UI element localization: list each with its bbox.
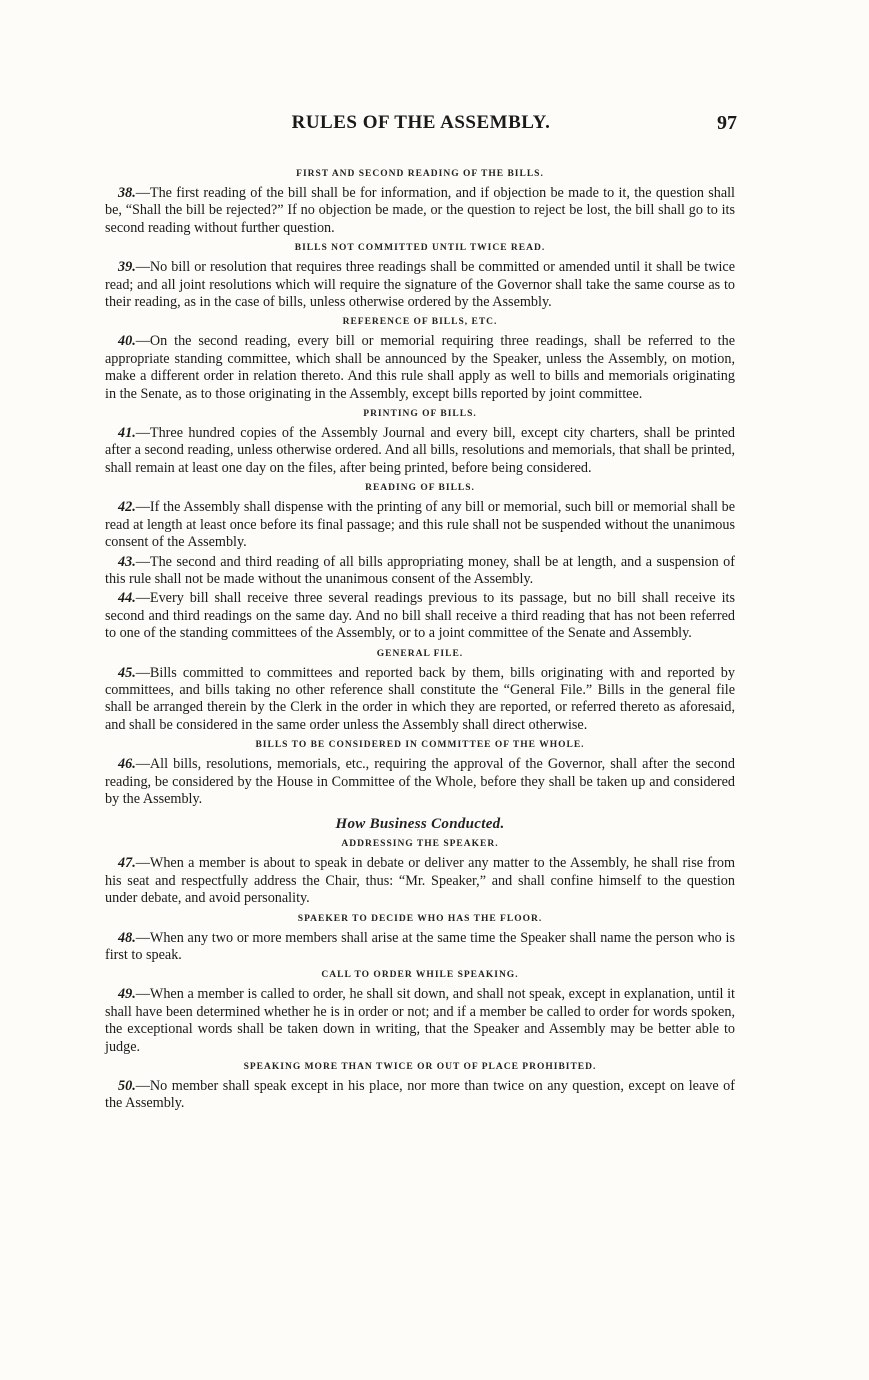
rule-paragraph [105, 425, 735, 477]
rule-paragraph [105, 554, 735, 589]
rule-text: —Three hundred copies of the Assembly Journal and every bill, except city charters, shall be printed after a second reading, unless otherwise ordered. And all bills, resolutions and memorials, that shall be printed, shall remain at least one day on the files, after being printed, before being considered. [105, 425, 735, 476]
section-heading: BILLS NOT COMMITTED UNTIL TWICE READ. [294, 243, 546, 254]
rule-text: —On the second reading, every bill or memorial requiring three readings, shall be referred to the appropriate standing committee, which shall be announced by the Speaker, unless the Assembly, on motion, make a different order in relation thereto. And this rule shall apply as well to bills and memorials originating in the Senate, as to those originating in the Assembly, except bills reported by joint committee. [105, 333, 735, 402]
section-heading: SPEAKING MORE THAN TWICE OR OUT OF PLACE PROHIBITED. [243, 1062, 597, 1073]
rule-text: —The second and third reading of all bills appropriating money, shall be at length, and a suspension of this rule shall not be made without the unanimous consent of the Assembly. [105, 553, 735, 587]
rule-number: 44. [118, 590, 136, 607]
rule-paragraph [105, 986, 735, 1056]
section-heading: REFERENCE OF BILLS, ETC. [342, 317, 498, 328]
rule-paragraph [105, 333, 735, 403]
part-heading: How Business Conducted. [335, 816, 505, 833]
section-heading: ADDRESSING THE SPEAKER. [341, 839, 499, 850]
rule-number: 39. [118, 259, 136, 276]
rule-paragraph [105, 756, 735, 808]
rule-number: 46. [118, 756, 136, 773]
page-number: 97 [717, 112, 737, 134]
section-heading: CALL TO ORDER WHILE SPEAKING. [321, 970, 519, 981]
rule-number: 41. [118, 425, 136, 442]
rule-text: —No member shall speak except in his place, nor more than twice on any question, except on leave of the Assembly. [105, 1078, 735, 1112]
rule-text: —When any two or more members shall arise at the same time the Speaker shall name the person who is first to speak. [105, 929, 735, 963]
rule-number: 40. [118, 333, 136, 350]
rule-paragraph [105, 185, 735, 237]
section-heading: PRINTING OF BILLS. [363, 409, 477, 420]
rule-text: —Every bill shall receive three several readings previous to its passage, but no bill shall receive its second and third readings on the same day. And no bill shall receive a third reading that has not been referred to one of the standing committees of the Assembly, or to a joint committee of the Senate and Assembly. [105, 590, 735, 642]
rule-text: —Bills committed to committees and reported back by them, bills originating with and reported by committees, and bills taking no other reference shall constitute the “General File.” Bills in the general file shall be arranged therein by the Clerk in the order in which they are reported, or referred thereto as aforesaid, and shall be considered in the same order unless the Assembly shall direct otherwise. [105, 664, 735, 733]
section-heading: GENERAL FILE. [376, 648, 464, 659]
rule-number: 38. [118, 185, 136, 201]
section-heading: READING OF BILLS. [365, 483, 475, 494]
rule-number: 43. [118, 553, 136, 570]
rule-text: —The first reading of the bill shall be for information, and if objection be made to it, the question shall be, “Shall the bill be rejected?” If no objection be made, or the question to reject be lost, the bill shall go to its second reading without further question. [105, 185, 735, 236]
rule-number: 47. [118, 855, 136, 872]
rule-text: —If the Assembly shall dispense with the printing of any bill or memorial, such bill or memorial shall be read at length at least once before its final passage; and this rule shall not be suspended without the unanimous consent of the Assembly. [105, 499, 735, 551]
rule-text: —When a member is about to speak in debate or deliver any matter to the Assembly, he shall rise from his seat and respectfully address the Chair, thus: “Mr. Speaker,” and shall confine himself to the question under debate, and avoid personality. [105, 855, 735, 907]
rule-text: —When a member is called to order, he shall sit down, and shall not speak, except in explanation, until it shall have been determined whether he is in order or not; and if a member be called to order for words spoken, the exceptional words shall be taken down in writing, that the Speaker and Assembly may be better able to judge. [105, 986, 735, 1055]
rule-number: 42. [118, 499, 136, 516]
rule-number: 45. [118, 664, 136, 681]
page-body [105, 163, 735, 1115]
rule-paragraph [105, 259, 735, 311]
section-heading: BILLS TO BE CONSIDERED IN COMMITTEE OF THE WHOLE. [255, 740, 585, 751]
rule-number: 50. [118, 1078, 136, 1095]
rule-paragraph [105, 930, 735, 965]
rule-paragraph [105, 855, 735, 907]
rule-text: —No bill or resolution that requires three readings shall be committed or amended until it shall be twice read; and all joint resolutions which will require the signature of the Governor shall take the same course as to their reading, as in the case of bills, unless otherwise ordered by the Assembly. [105, 259, 735, 311]
section-heading: FIRST AND SECOND READING OF THE BILLS. [296, 169, 544, 179]
rule-paragraph [105, 499, 735, 551]
page-title: RULES OF THE ASSEMBLY. [291, 112, 551, 133]
rule-number: 48. [118, 929, 136, 946]
rule-paragraph [105, 590, 735, 642]
rule-paragraph [105, 665, 735, 735]
rule-paragraph [105, 1078, 735, 1113]
rule-number: 49. [118, 986, 136, 1003]
section-heading: SPAEKER TO DECIDE WHO HAS THE FLOOR. [297, 913, 543, 924]
rule-text: —All bills, resolutions, memorials, etc., requiring the approval of the Governor, shall after the second reading, be considered by the House in Committee of the Whole, before they shall be taken up and considered by the Assembly. [105, 756, 735, 807]
running-head [105, 112, 737, 138]
